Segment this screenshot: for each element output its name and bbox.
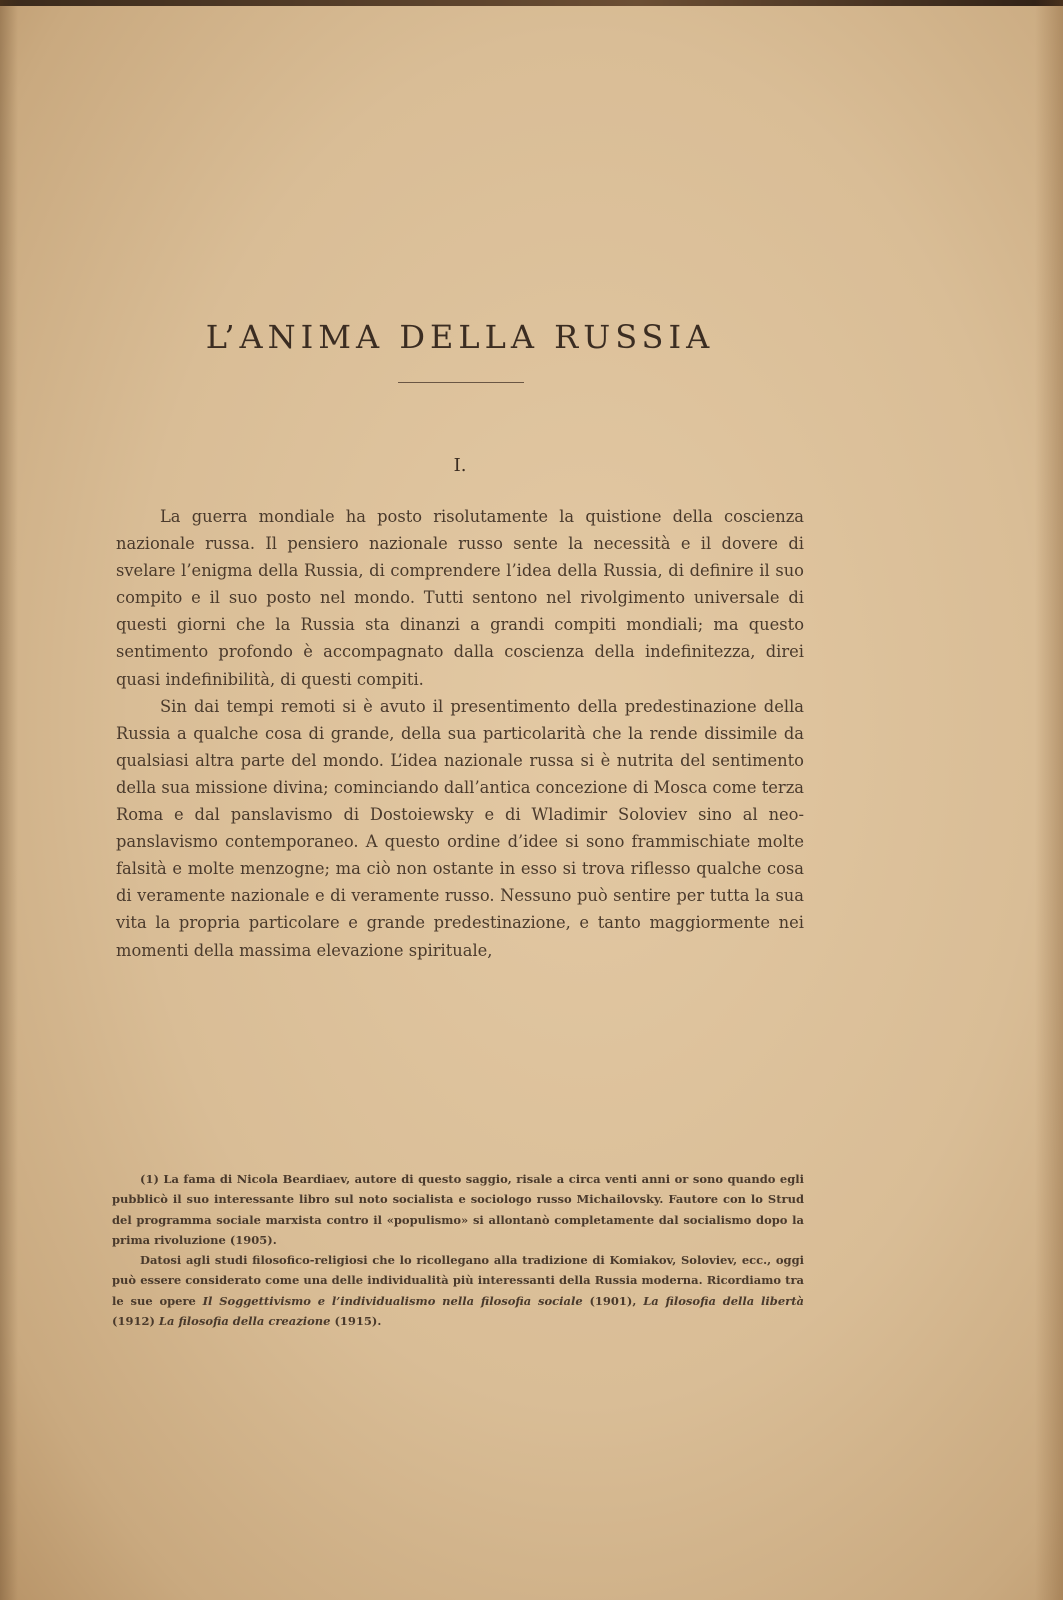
top-page-edge [0, 0, 1063, 6]
footnote-work-2: La filosofia della libertà [643, 1293, 804, 1308]
footnote-year-2: (1912) [112, 1314, 159, 1329]
paragraph-1: La guerra mondiale ha posto risolutamente la quistione della coscienza nazionale russa. Il pensiero nazionale russo sente la necessità e il dovere di svelare l’enigma della Russia, di comprendere l’idea della Russia, di definire il suo compito e il suo posto nel mondo. Tutti sentono nel rivolgimento universale di questi giorni che la Russia sta dinanzi a grandi compiti mondiali; ma questo sentimento profondo è accompagnato dalla coscienza della indefinitezza, direi quasi indefinibilità, di questi compiti. [116, 507, 804, 689]
footnote-1: (1) La fama di Nicola Beardiaev, autore di questo saggio, risale a circa venti anni or sono quando egli pubblicò il suo interessante libro sul noto socialista e sociologo russo Michailovsky. Fautore con lo Strud del programma sociale marxista contro il «populismo» si allontanò completamente dal socialismo dopo la prima rivoluzione (1905). [112, 1172, 804, 1247]
footnote-year-3: (1915). [330, 1314, 382, 1329]
chapter-title: L’ANIMA DELLA RUSSIA [205, 318, 715, 356]
footnote-2 [112, 1250, 804, 1331]
body-text [116, 503, 804, 964]
title-rule [398, 382, 524, 383]
paragraph-2: Sin dai tempi remoti si è avuto il presentimento della predestinazione della Russia a qualche cosa di grande, della sua particolarità che la rende dissimile da qualsiasi altra parte del mondo. L’idea nazionale russa si è nutrita del sentimento della sua missione divina; cominciando dall’antica concezione di Mosca come terza Roma e dal panslavismo di Dostoiewsky e di Wladimir Soloviev sino al neo-panslavismo contemporaneo. A questo ordine d’idee si sono frammischiate molte falsità e molte menzogne; ma ciò non ostante in esso si trova riflesso qualche cosa di veramente nazionale e di veramente russo. Nessuno può sentire per tutta la sua vita la propria particolare e grande predestinazione, e tanto maggiormente nei momenti della massima elevazione spirituale, [116, 696, 804, 960]
right-edge-shadow [1035, 0, 1063, 1600]
footnote-work-1: Il Soggettivismo e l’individualismo nella filosofia sociale [202, 1293, 583, 1308]
footnotes [112, 1169, 804, 1331]
section-number: I. [453, 455, 467, 476]
footnote-2-text: Datosi agli studi filosofico-religiosi che lo ricollegano alla tradizione di Komiakov, Soloviev, ecc., oggi può essere considerato come una delle individualità più interessanti della Russia moderna. Ricordiamo tra le sue opere [112, 1253, 804, 1308]
footnote-year-1: (1901), [582, 1293, 644, 1308]
spine-shadow [0, 0, 18, 1600]
footnote-work-3: La filosofia della creazione [158, 1314, 331, 1329]
